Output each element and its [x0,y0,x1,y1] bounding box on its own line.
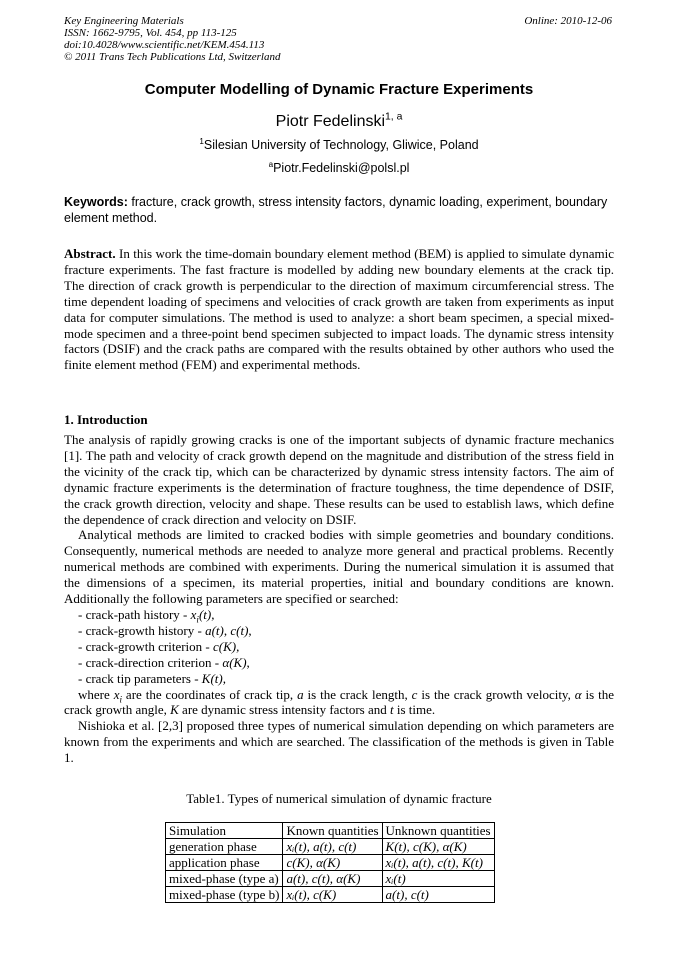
text-run: - crack tip parameters - [78,670,202,686]
table-row [166,887,495,903]
text-run: α(K) [222,654,247,670]
affiliation [0,138,678,152]
text-run: c(t) [230,622,249,638]
text-run: i [196,614,199,625]
table-row [166,855,495,871]
parameter-list [64,607,614,687]
text-run: α [574,686,582,702]
doi: doi:10.4028/www.scientific.net/KEM.454.113 [64,39,265,51]
list-item [64,639,614,655]
email [0,161,678,175]
text-run: , [248,622,252,638]
text-run: x [113,686,120,702]
author-name: Piotr Fedelinski [275,113,386,130]
text-run: - crack-direction criterion - [78,654,223,670]
header-cell: Known quantities [283,823,382,839]
text-run: - crack-growth history - [78,622,206,638]
text-run: - crack-growth criterion - [78,638,213,654]
text-run: x [190,606,197,622]
author-sup: 1, a [385,111,403,123]
text-run: K(t), [201,670,226,686]
abstract-label: Abstract. [64,246,116,261]
text-run: where [78,686,114,702]
text-run: is the crack growth angle, [64,686,614,718]
table-caption: Table1. Types of numerical simulation of dynamic fracture [186,791,492,806]
table-row [166,871,495,887]
text-run: - crack-path history - [78,606,191,622]
cell: mixed-phase (type b) [166,887,283,903]
paper-title: Computer Modelling of Dynamic Fracture Experiments [144,81,534,98]
keywords [64,194,614,226]
text-run: are dynamic stress intensity factors and [178,702,390,718]
copyright: © 2011 Trans Tech Publications Ltd, Switzerland [64,51,281,63]
paragraph: The analysis of rapidly growing cracks is one of the important subjects of dynamic fracture mechanics [1]. The path and velocity of crack growth depend on the magnitude and distribution of the stress field in the vicinity of the crack tip, which can be characterized by dynamic stress intensity factors. The aim of dynamic fracture experiments is the determination of fracture toughness, the time dependence of DSIF, the crack growth direction, velocity and shape. These results can be used to establish laws, which define the dependence of crack direction and velocity on DSIF. [64,432,614,527]
text-run: is the crack growth velocity, [417,686,575,702]
paragraph: Nishioka et al. [2,3] proposed three types of numerical simulation depending on which parameters are known from the experiments and which are searched. The classification of the methods is given in Table 1. [64,718,614,766]
text-run: c(K), [213,638,240,654]
table-row [166,839,495,855]
text-run: is the crack length, [303,686,412,702]
abstract [64,246,614,373]
text-run: i [119,694,122,705]
list-item [64,607,614,623]
email-text[interactable]: Piotr.Fedelinski@polsl.pl [273,161,410,175]
cell: xᵢ(t) [382,871,494,887]
text-run: c [411,686,418,702]
text-run: , [223,622,231,638]
cell: K(t), c(K), α(K) [382,839,494,855]
list-item [64,623,614,639]
email-sup: a [268,159,274,169]
text-run: , [246,654,250,670]
simulation-table [165,822,495,903]
text-run: t [389,702,394,718]
text-run: is time. [393,702,436,718]
cell: c(K), α(K) [283,855,382,871]
list-item [64,655,614,671]
paragraph [64,687,614,719]
keywords-label: Keywords: [64,195,128,209]
cell: a(t), c(t) [382,887,494,903]
affiliation-text: Silesian University of Technology, Gliwice, Poland [203,138,479,152]
introduction-body [64,432,614,766]
header-cell: Unknown quantities [382,823,494,839]
list-item [64,671,614,687]
cell: generation phase [166,839,283,855]
text-run: (t), [198,606,215,622]
affiliation-sup: 1 [199,136,204,146]
section-heading: 1. Introduction [64,412,148,427]
header-cell: Simulation [166,823,283,839]
issn: ISSN: 1662-9795, Vol. 454, pp 113-125 [64,27,237,39]
cell: xᵢ(t), a(t), c(t), K(t) [382,855,494,871]
cell: xᵢ(t), a(t), c(t) [283,839,382,855]
text-run: a(t) [205,622,224,638]
text-run: are the coordinates of crack tip, [122,686,298,702]
keywords-text: fracture, crack growth, stress intensity factors, dynamic loading, experiment, boundary element method. [64,195,608,225]
cell: xᵢ(t), c(K) [283,887,382,903]
abstract-text: In this work the time-domain boundary element method (BEM) is applied to simulate dynamic fracture experiments. The fast fracture is modelled by adding new boundary elements at the crack tip. The direction of crack growth is perpendicular to the direction of maximum circumferencial stress. The time dependent loading of specimens and velocities of crack growth are taken from experiments as input data for computer simulations. The method is used to analyze: a short beam specimen, a special mixed-mode specimen and a three-point bend specimen subjected to impact loads. The dynamic stress intensity factors (DSIF) and the crack paths are compared with the results obtained by other authors who used the finite element method (FEM) and experimental methods. [64,246,614,373]
cell: application phase [166,855,283,871]
journal-header [64,15,280,63]
text-run: K [170,702,179,718]
online-date: Online: 2010-12-06 [524,15,612,27]
cell: mixed-phase (type a) [166,871,283,887]
paragraph: Analytical methods are limited to cracked bodies with simple geometries and boundary conditions. Consequently, numerical methods are needed to analyze more general and practical problems. Recently numerical methods are combined with experiments. During the numerical simulation it is assumed that the dimensions of a specimen, its material properties, initial and boundary conditions are known. Additionally the following parameters are specified or searched: [64,527,614,607]
cell: a(t), c(t), α(K) [283,871,382,887]
text-run: a [297,686,304,702]
table-header-row [166,823,495,839]
author [0,113,678,131]
journal-name: Key Engineering Materials [64,15,184,27]
